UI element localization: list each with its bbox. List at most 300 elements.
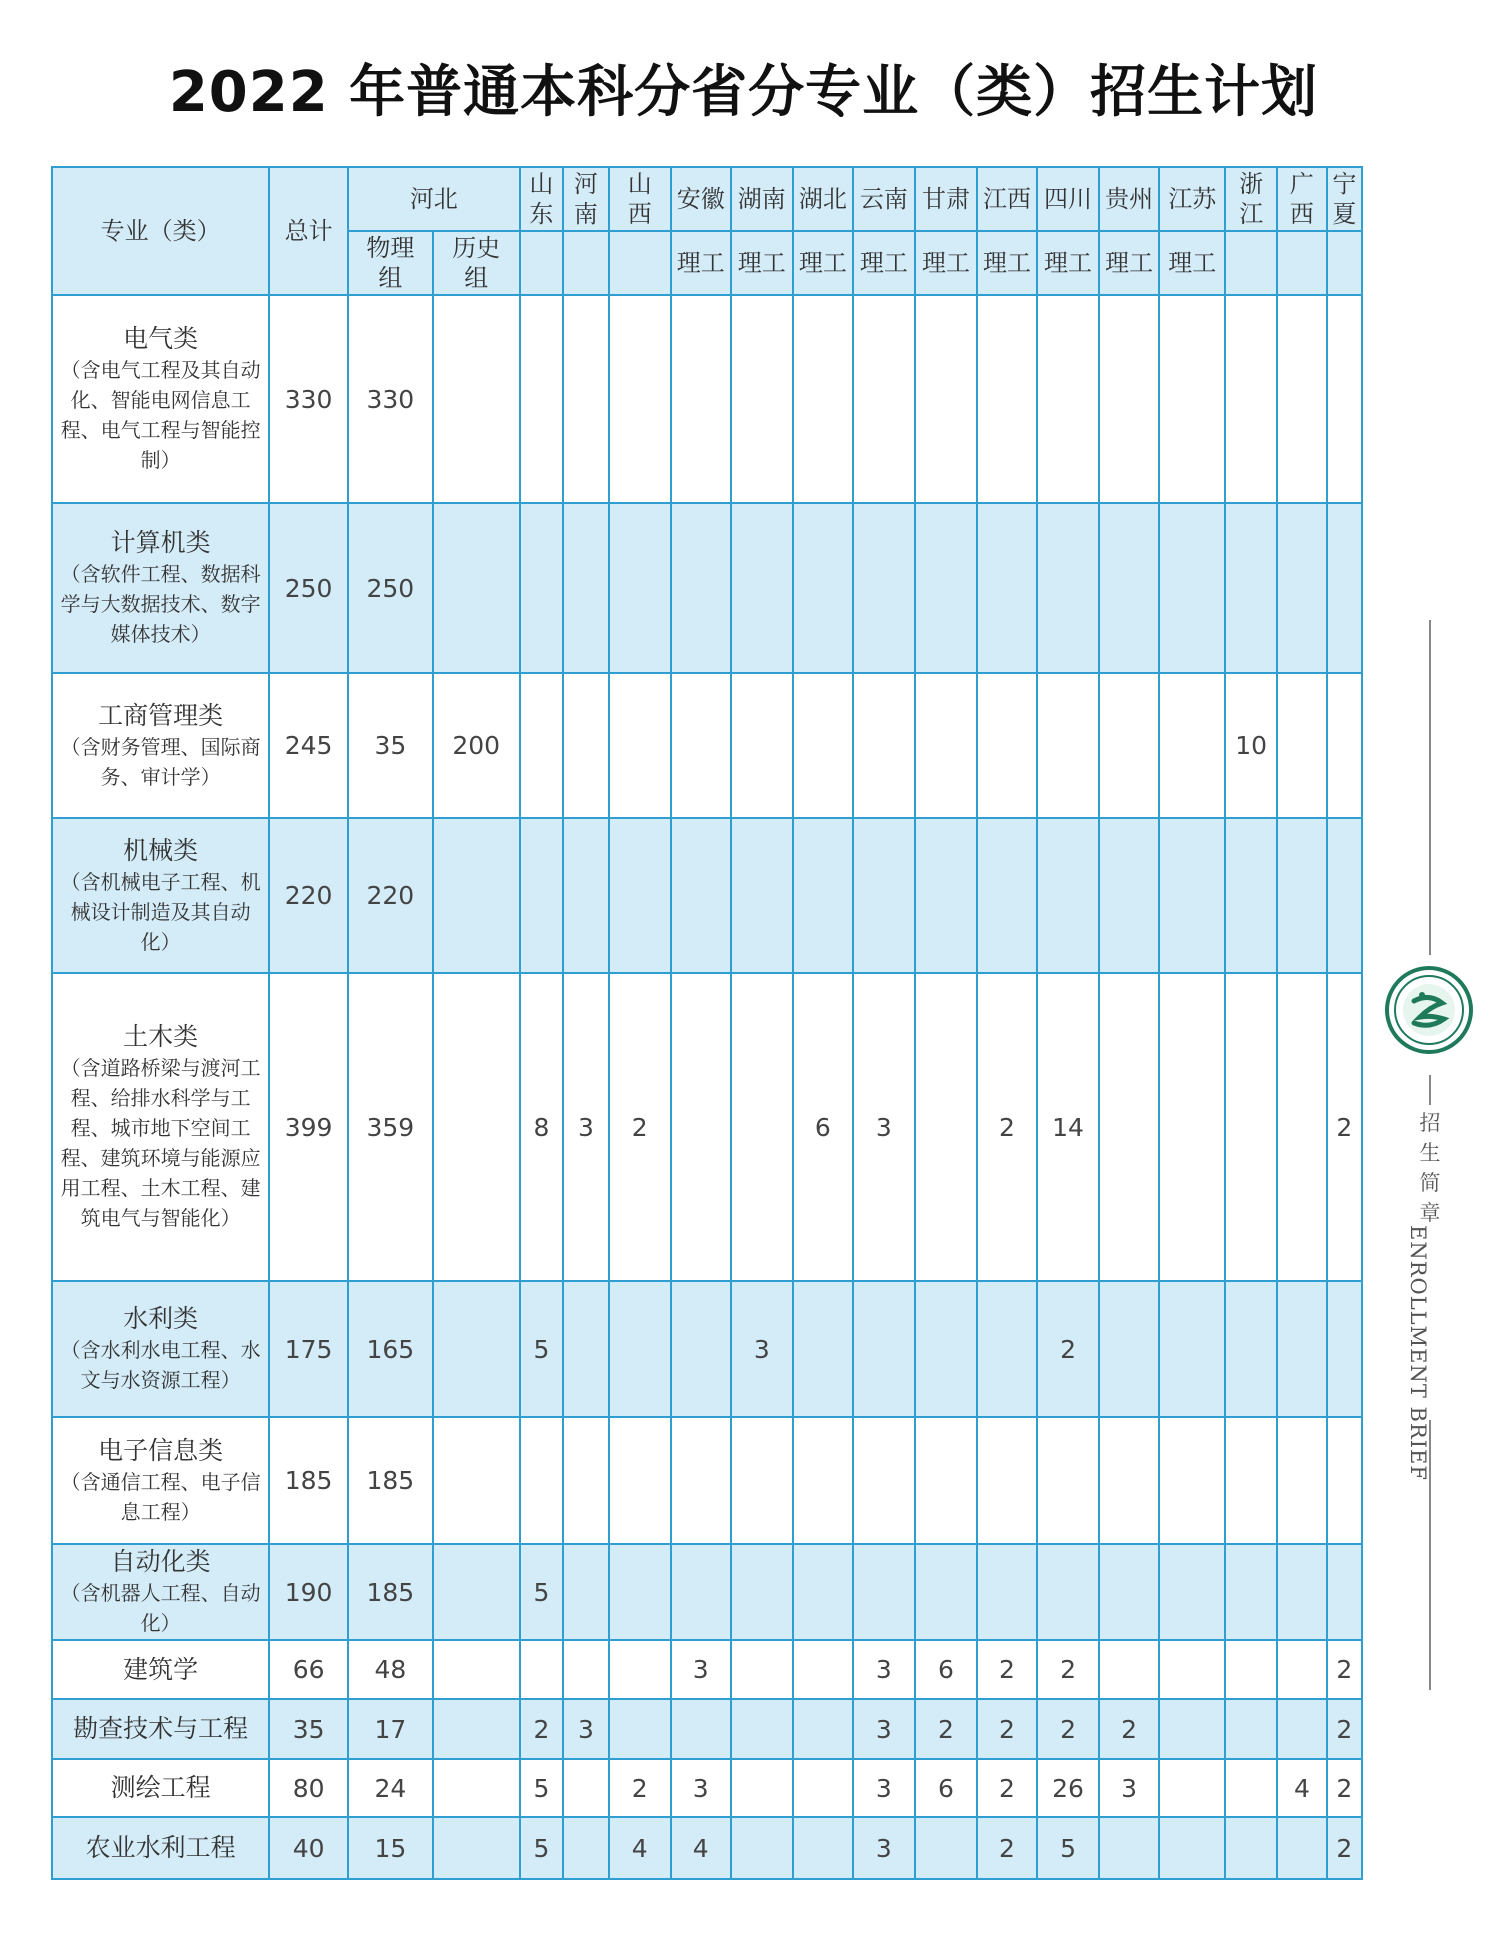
province-quota-cell [1099,1640,1159,1699]
province-quota-cell [1099,1281,1159,1417]
province-quota-cell [520,1640,563,1699]
hebei-history-cell [433,1417,520,1544]
hebei-physics-cell: 185 [348,1417,433,1544]
province-quota-cell: 2 [1037,1699,1099,1759]
province-quota-cell [1225,1544,1277,1640]
province-quota-cell: 4 [609,1817,671,1879]
major-cell [52,1281,269,1417]
province-quota-cell [977,1544,1037,1640]
table-row [52,503,1362,673]
major-name: 电气类 [123,324,199,353]
province-quota-cell: 2 [1099,1699,1159,1759]
province-quota-cell [731,818,793,973]
hebei-physics-cell: 35 [348,673,433,818]
province-quota-cell [977,1281,1037,1417]
hebei-history-cell [433,1640,520,1699]
province-quota-cell [671,1281,731,1417]
province-quota-cell: 3 [671,1759,731,1817]
province-quota-cell [563,1281,609,1417]
province-quota-cell [1099,1817,1159,1879]
province-quota-cell: 3 [853,1817,915,1879]
province-quota-cell [1037,1544,1099,1640]
province-quota-cell [1159,503,1225,673]
hebei-history-cell [433,1544,520,1640]
subtype-header [1277,231,1327,295]
sidebar-line-mid [1429,1075,1431,1105]
sidebar-line-top [1429,620,1431,955]
hebei-history-cell [433,1281,520,1417]
major-cell [52,973,269,1281]
province-header [793,167,853,231]
province-quota-cell [1099,818,1159,973]
subtype-header [520,231,563,295]
province-quota-cell [853,1544,915,1640]
province-label: 山东 [529,170,554,228]
province-quota-cell: 5 [1037,1817,1099,1879]
subtype-header: 理工 [671,231,731,295]
province-quota-cell: 4 [1277,1759,1327,1817]
major-cell [52,1640,269,1699]
province-quota-cell [671,1544,731,1640]
province-quota-cell [1327,1417,1362,1544]
hebei-physics-cell: 48 [348,1640,433,1699]
province-quota-cell: 2 [1327,1699,1362,1759]
province-quota-cell [793,1640,853,1699]
hebei-history-cell [433,503,520,673]
subtype-header [609,231,671,295]
province-quota-cell: 2 [977,1759,1037,1817]
province-quota-cell [563,818,609,973]
province-quota-cell [1327,1281,1362,1417]
header-row [52,167,1362,231]
major-name: 建筑学 [123,1654,199,1684]
major-name: 土木类 [123,1022,199,1051]
province-quota-cell [1099,295,1159,503]
major-description: （含软件工程、数据科学与大数据技术、数字媒体技术） [60,562,261,646]
province-quota-cell [853,673,915,818]
province-quota-cell [793,818,853,973]
province-quota-cell [1277,295,1327,503]
province-header [1037,167,1099,231]
province-quota-cell [520,295,563,503]
province-quota-cell [671,973,731,1281]
province-quota-cell: 3 [671,1640,731,1699]
province-quota-cell [977,503,1037,673]
province-label: 安徽 [676,185,725,213]
province-quota-cell [793,1544,853,1640]
province-quota-cell [731,1640,793,1699]
major-cell [52,1417,269,1544]
province-header [1099,167,1159,231]
province-label: 河南 [573,170,598,228]
province-quota-cell [915,1417,977,1544]
major-description: （含电气工程及其自动化、智能电网信息工程、电气工程与智能控制） [60,358,261,472]
total-cell: 175 [269,1281,348,1417]
province-quota-cell: 3 [563,1699,609,1759]
province-quota-cell [793,295,853,503]
province-quota-cell [1159,1640,1225,1699]
province-quota-cell [671,1417,731,1544]
province-quota-cell: 2 [1327,1640,1362,1699]
province-quota-cell: 5 [520,1281,563,1417]
province-quota-cell [1037,1417,1099,1544]
province-quota-cell: 2 [1327,973,1362,1281]
province-quota-cell [977,295,1037,503]
province-quota-cell [1277,503,1327,673]
major-description: （含财务管理、国际商务、审计学） [60,734,261,789]
major-description: （含机械电子工程、机械设计制造及其自动化） [60,869,261,954]
total-cell: 190 [269,1544,348,1640]
province-quota-cell [1159,818,1225,973]
hebei-physics-header [348,231,433,295]
province-quota-cell [977,818,1037,973]
major-name: 测绘工程 [110,1773,211,1802]
province-quota-cell [853,503,915,673]
major-name: 水利类 [123,1304,199,1333]
province-label: 山西 [627,170,652,228]
province-header [520,167,563,231]
province-quota-cell [1037,295,1099,503]
total-cell: 185 [269,1417,348,1544]
province-quota-cell [915,295,977,503]
major-name: 自动化类 [110,1547,211,1576]
province-quota-cell [1225,1817,1277,1879]
hebei-header: 河北 [348,167,520,231]
subtype-header: 理工 [977,231,1037,295]
province-quota-cell [671,295,731,503]
province-quota-cell [1159,1759,1225,1817]
province-quota-cell: 3 [853,973,915,1281]
province-quota-cell [609,673,671,818]
province-header [1225,167,1277,231]
province-label: 云南 [859,185,908,213]
province-quota-cell [520,818,563,973]
table-row [52,1640,1362,1699]
province-quota-cell [1327,673,1362,818]
province-quota-cell [1225,295,1277,503]
province-quota-cell [1327,503,1362,673]
province-label: 江苏 [1168,185,1217,213]
province-quota-cell [1225,503,1277,673]
province-quota-cell [1159,1544,1225,1640]
subtype-header: 理工 [853,231,915,295]
province-quota-cell: 2 [1327,1817,1362,1879]
province-quota-cell [1159,973,1225,1281]
province-quota-cell [853,818,915,973]
hebei-history-label: 历史组 [452,234,501,292]
hebei-history-cell [433,1699,520,1759]
province-quota-cell [609,295,671,503]
province-quota-cell [793,503,853,673]
province-quota-cell: 6 [915,1759,977,1817]
subtype-header [1327,231,1362,295]
province-quota-cell: 10 [1225,673,1277,818]
province-quota-cell: 2 [1037,1640,1099,1699]
province-header [609,167,671,231]
subtype-header: 理工 [1099,231,1159,295]
province-quota-cell [1225,1759,1277,1817]
major-cell [52,1544,269,1640]
province-quota-cell [1277,1817,1327,1879]
total-cell: 40 [269,1817,348,1879]
page-title: 2022 年普通本科分省分专业（类）招生计划 [168,60,1319,125]
province-quota-cell [915,818,977,973]
province-quota-cell [1277,1417,1327,1544]
province-quota-cell [731,1417,793,1544]
province-quota-cell [731,673,793,818]
province-header [1277,167,1327,231]
province-label: 浙江 [1239,170,1264,228]
sidebar-cn-label: 招生简章 [1419,1111,1441,1225]
province-label: 湖南 [737,185,786,213]
province-quota-cell [563,1640,609,1699]
province-quota-cell [1159,1817,1225,1879]
province-quota-cell [1277,1281,1327,1417]
province-header [977,167,1037,231]
province-quota-cell [1327,295,1362,503]
major-cell [52,1817,269,1879]
province-quota-cell [915,673,977,818]
province-quota-cell: 2 [915,1699,977,1759]
subtype-header [563,231,609,295]
province-label: 贵州 [1105,185,1154,213]
major-name: 机械类 [123,835,199,865]
province-label: 甘肃 [921,185,970,213]
table-row [52,1544,1362,1640]
table-row [52,1817,1362,1879]
major-name: 农业水利工程 [85,1833,236,1862]
province-label: 宁夏 [1332,170,1357,228]
province-quota-cell [563,1817,609,1879]
table-row [52,818,1362,973]
table-row [52,1281,1362,1417]
province-quota-cell [915,973,977,1281]
major-header: 专业（类） [52,167,269,295]
province-quota-cell [793,1817,853,1879]
province-quota-cell [671,1699,731,1759]
province-quota-cell: 3 [853,1699,915,1759]
province-quota-cell [731,973,793,1281]
major-description: （含通信工程、电子信息工程） [60,1469,261,1524]
hebei-history-cell: 200 [433,673,520,818]
province-header [853,167,915,231]
province-quota-cell [853,1281,915,1417]
province-quota-cell [793,1417,853,1544]
province-label: 四川 [1044,185,1093,213]
total-cell: 220 [269,818,348,973]
sidebar-en-text: ENROLLMENT BRIEF [1406,1225,1430,1481]
hebei-history-cell [433,1817,520,1879]
hebei-physics-cell: 165 [348,1281,433,1417]
province-quota-cell [915,503,977,673]
province-quota-cell [1225,1417,1277,1544]
hebei-history-cell [433,973,520,1281]
province-label: 广西 [1289,170,1314,228]
province-quota-cell [563,1417,609,1544]
province-quota-cell: 2 [520,1699,563,1759]
province-quota-cell [1159,1281,1225,1417]
province-quota-cell [793,1281,853,1417]
hebei-physics-cell: 24 [348,1759,433,1817]
table-row [52,673,1362,818]
hebei-physics-cell: 250 [348,503,433,673]
enrollment-plan-table [51,166,1363,1880]
province-quota-cell: 3 [731,1281,793,1417]
province-quota-cell [731,1544,793,1640]
province-quota-cell: 3 [563,973,609,1281]
province-quota-cell [1277,1699,1327,1759]
province-quota-cell [671,673,731,818]
province-quota-cell: 2 [609,973,671,1281]
province-header [915,167,977,231]
province-quota-cell [1099,973,1159,1281]
province-quota-cell [1277,818,1327,973]
province-quota-cell [563,673,609,818]
province-quota-cell [1327,1544,1362,1640]
province-quota-cell: 5 [520,1759,563,1817]
province-header [671,167,731,231]
province-quota-cell [1225,1640,1277,1699]
province-quota-cell [1225,1699,1277,1759]
province-header [563,167,609,231]
hebei-physics-cell: 330 [348,295,433,503]
province-quota-cell: 6 [793,973,853,1281]
province-quota-cell [793,1699,853,1759]
province-quota-cell [1277,973,1327,1281]
province-quota-cell [853,295,915,503]
province-quota-cell [1159,295,1225,503]
province-quota-cell [793,673,853,818]
province-quota-cell: 3 [853,1640,915,1699]
hebei-physics-cell: 185 [348,1544,433,1640]
subtype-header: 理工 [1037,231,1099,295]
hebei-physics-cell: 220 [348,818,433,973]
province-quota-cell: 5 [520,1544,563,1640]
total-cell: 399 [269,973,348,1281]
province-quota-cell [977,673,1037,818]
province-quota-cell [671,503,731,673]
major-cell [52,673,269,818]
province-quota-cell [563,295,609,503]
province-quota-cell: 2 [1037,1281,1099,1417]
province-quota-cell: 2 [977,1640,1037,1699]
hebei-history-cell [433,295,520,503]
province-quota-cell [1225,1281,1277,1417]
hebei-physics-label: 物理组 [366,234,415,292]
major-name: 工商管理类 [98,700,224,730]
table-row [52,1759,1362,1817]
table-row [52,1417,1362,1544]
total-cell: 66 [269,1640,348,1699]
subtype-header: 理工 [731,231,793,295]
province-label: 江西 [983,185,1031,213]
province-quota-cell [1099,673,1159,818]
province-quota-cell [1277,1640,1327,1699]
province-header [1327,167,1362,231]
total-cell: 330 [269,295,348,503]
sidebar-cn-text [1410,1108,1450,1228]
province-quota-cell [1037,673,1099,818]
total-cell: 35 [269,1699,348,1759]
table-row [52,973,1362,1281]
province-quota-cell: 8 [520,973,563,1281]
hebei-history-cell [433,1759,520,1817]
province-quota-cell [1099,503,1159,673]
province-quota-cell [609,1544,671,1640]
province-quota-cell [853,1417,915,1544]
major-name: 计算机类 [110,528,211,557]
province-quota-cell [1037,503,1099,673]
province-quota-cell: 6 [915,1640,977,1699]
province-quota-cell [1037,818,1099,973]
province-quota-cell: 3 [1099,1759,1159,1817]
major-cell [52,295,269,503]
province-quota-cell [731,295,793,503]
total-header: 总计 [269,167,348,295]
major-cell [52,503,269,673]
hebei-physics-cell: 17 [348,1699,433,1759]
total-cell: 250 [269,503,348,673]
province-quota-cell [793,1759,853,1817]
province-quota-cell [609,818,671,973]
province-quota-cell: 4 [671,1817,731,1879]
province-quota-cell [1099,1544,1159,1640]
province-quota-cell: 2 [1327,1759,1362,1817]
major-description: （含水利水电工程、水文与水资源工程） [60,1338,261,1392]
province-quota-cell [731,1759,793,1817]
province-quota-cell [609,1640,671,1699]
table-row [52,295,1362,503]
province-quota-cell [609,1417,671,1544]
major-description: （含机器人工程、自动化） [60,1581,261,1635]
province-quota-cell [1159,1417,1225,1544]
province-quota-cell: 26 [1037,1759,1099,1817]
total-cell: 245 [269,673,348,818]
province-quota-cell [915,1817,977,1879]
province-quota-cell: 2 [977,1817,1037,1879]
province-quota-cell [915,1544,977,1640]
province-quota-cell [731,503,793,673]
province-quota-cell [1327,818,1362,973]
province-quota-cell [1277,1544,1327,1640]
province-quota-cell [731,1699,793,1759]
major-cell [52,1759,269,1817]
province-quota-cell [1225,818,1277,973]
province-quota-cell [731,1817,793,1879]
province-quota-cell: 2 [609,1759,671,1817]
major-name: 电子信息类 [98,1435,224,1465]
province-quota-cell [563,1544,609,1640]
province-quota-cell [609,1281,671,1417]
province-quota-cell [671,818,731,973]
hebei-history-cell [433,818,520,973]
province-quota-cell [1225,973,1277,1281]
subtype-header: 理工 [915,231,977,295]
university-seal-icon [1384,965,1474,1055]
major-description: （含道路桥梁与渡河工程、给排水科学与工程、城市地下空间工程、建筑环境与能源应用工程、土木工程、建筑电气与智能化） [60,1056,261,1230]
subtype-header: 理工 [793,231,853,295]
province-quota-cell [609,503,671,673]
province-header [731,167,793,231]
province-label: 湖北 [798,185,847,213]
table-row [52,1699,1362,1759]
major-cell [52,818,269,973]
major-cell [52,1699,269,1759]
province-quota-cell: 3 [853,1759,915,1817]
province-quota-cell: 2 [977,1699,1037,1759]
hebei-history-header [433,231,520,295]
province-quota-cell [609,1699,671,1759]
